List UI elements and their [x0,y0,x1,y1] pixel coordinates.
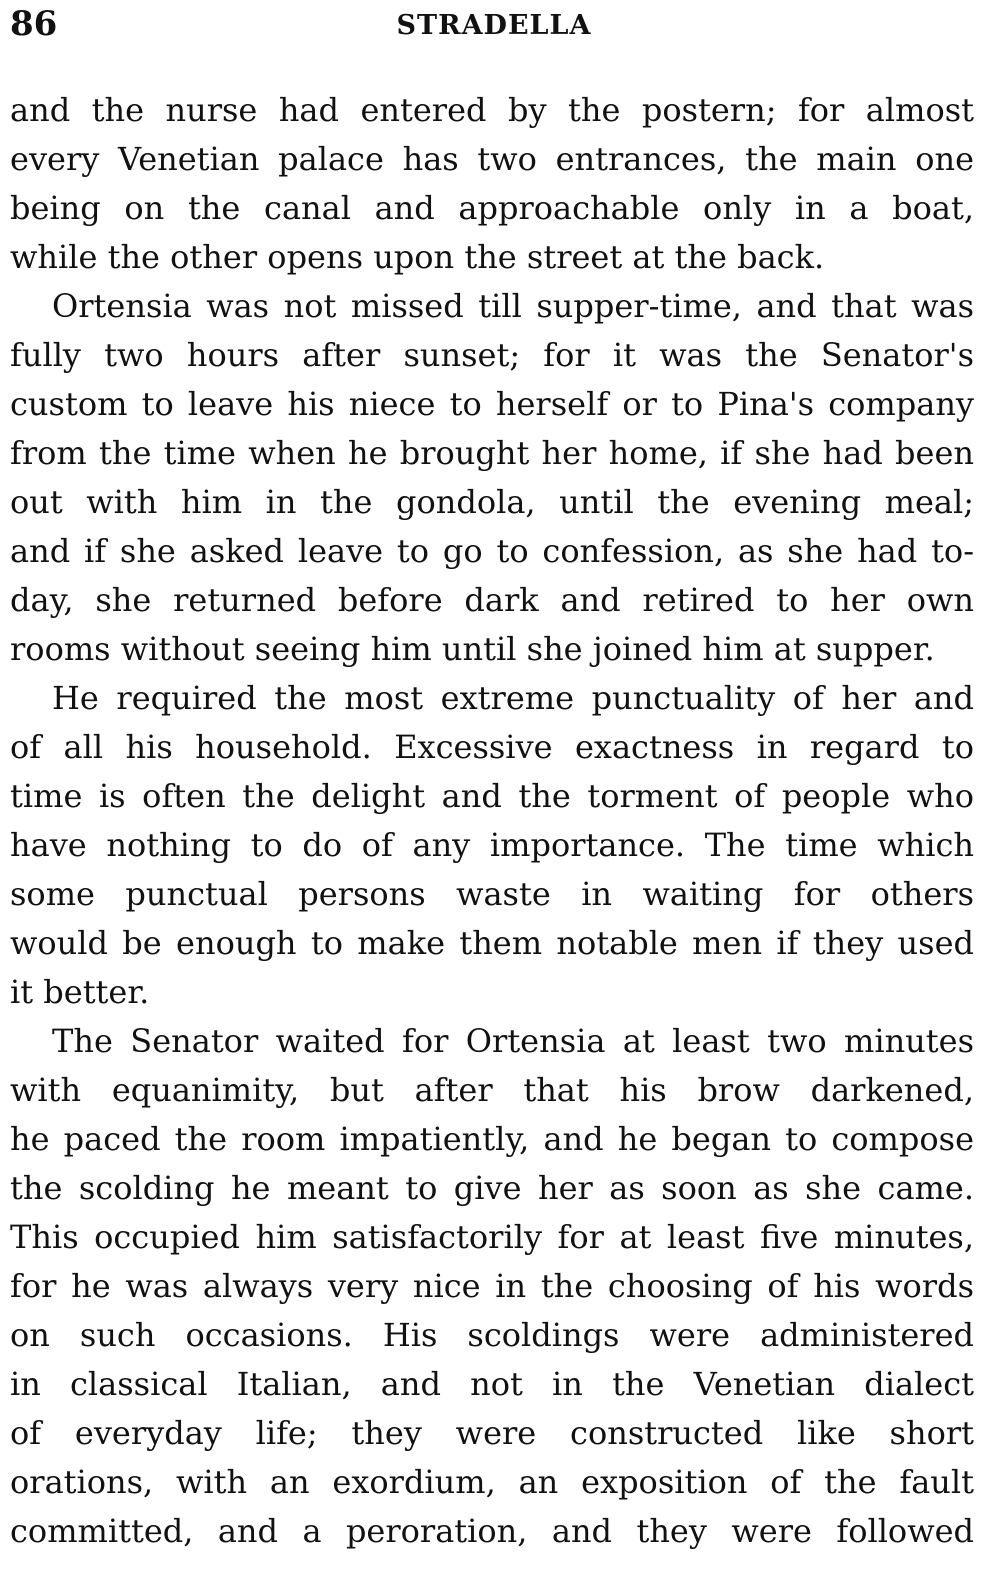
text-line: it better. [10,973,150,1011]
text-line: some punctual persons waste in waiting for others [10,875,974,913]
text-line: with equanimity, but after that his brow darkened, [10,1071,974,1109]
text-line: out with him in the gondola, until the evening meal; [10,483,974,521]
text-line: committed, and a peroration, and they were followed [10,1512,974,1550]
text-line: The Senator waited for Ortensia at least two minutes [52,1022,974,1060]
text-line: custom to leave his niece to herself or to Pina's company [10,385,974,423]
text-line: of all his household. Excessive exactness in regard to [10,728,974,766]
text-line: and if she asked leave to go to confession, as she had to- [10,532,974,570]
text-line: of everyday life; they were constructed like short [10,1414,974,1452]
text-line: He required the most extreme punctuality of her and [52,679,974,717]
text-line: fully two hours after sunset; for it was the Senator's [10,336,974,374]
text-line: in classical Italian, and not in the Venetian dialect [10,1365,974,1403]
text-line: would be enough to make them notable men if they used [10,924,974,962]
text-line: for he was always very nice in the choosing of his words [10,1267,974,1305]
text-line: every Venetian palace has two entrances, the main one [10,140,974,178]
text-line: while the other opens upon the street at the back. [10,238,825,276]
text-line: have nothing to do of any importance. The time which [10,826,974,864]
text-line: rooms without seeing him until she joined him at supper. [10,630,935,668]
page-number: 86 [10,4,58,44]
page-header [10,2,978,46]
text-line: This occupied him satisfactorily for at least five minutes, [10,1218,974,1256]
text-line: on such occasions. His scoldings were administered [10,1316,974,1354]
text-line: being on the canal and approachable only in a boat, [10,189,974,227]
text-line: and the nurse had entered by the postern; for almost [10,91,974,129]
text-line: he paced the room impatiently, and he began to compose [10,1120,974,1158]
text-line: from the time when he brought her home, if she had been [10,434,974,472]
text-line: Ortensia was not missed till supper-time, and that was [52,287,974,325]
text-line: orations, with an exordium, an exposition of the fault [10,1463,974,1501]
body-text [10,86,974,1556]
running-title: STRADELLA [396,10,592,41]
text-line: the scolding he meant to give her as soon as she came. [10,1169,974,1207]
text-line: day, she returned before dark and retired to her own [10,581,974,619]
text-line: time is often the delight and the torment of people who [10,777,974,815]
